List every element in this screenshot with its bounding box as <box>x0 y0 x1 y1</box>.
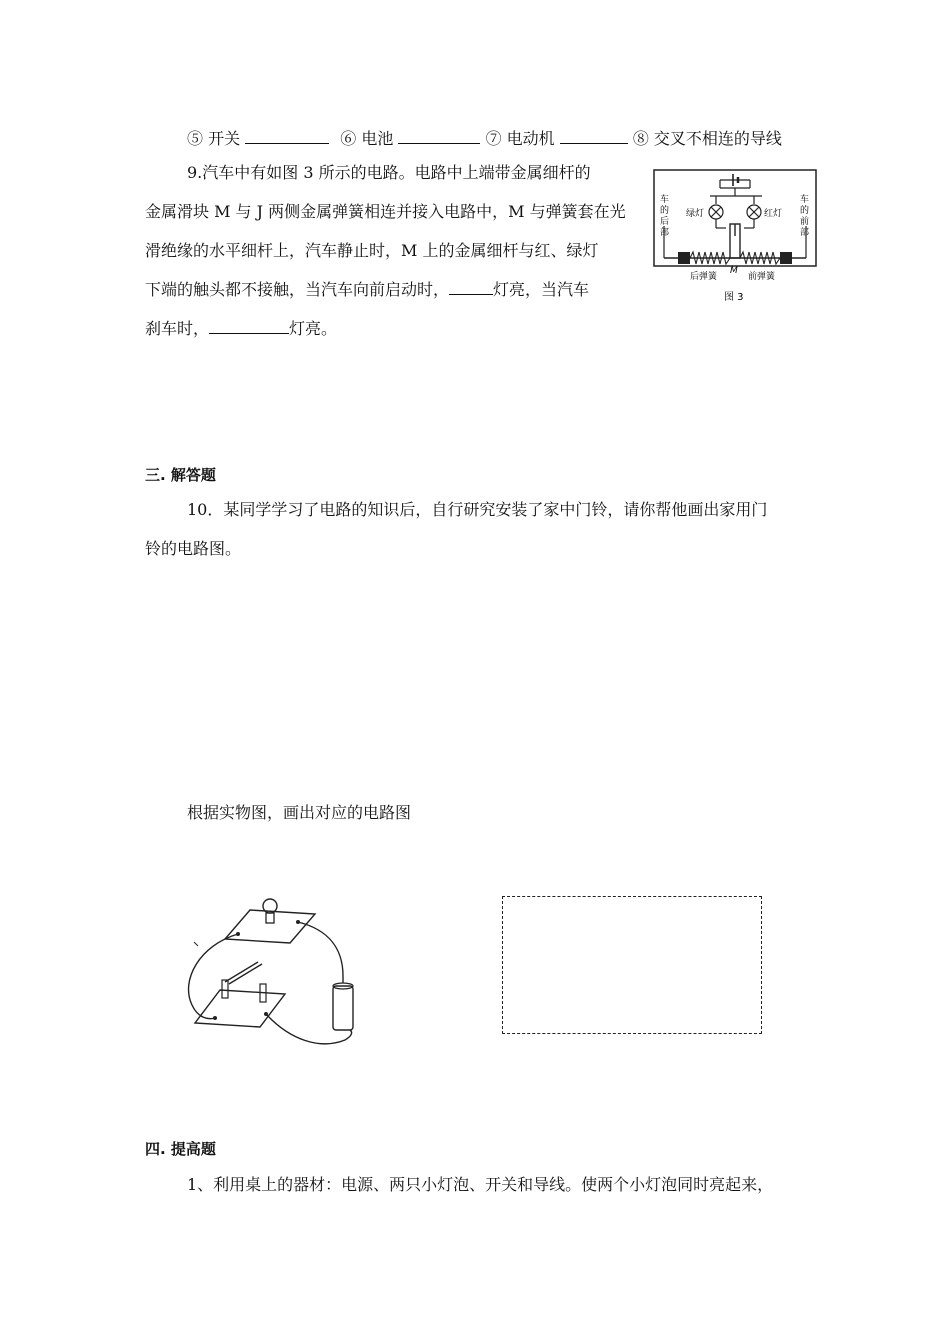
item-battery: ⑥ 电池 <box>340 129 394 148</box>
question-9 <box>145 153 640 348</box>
rear-spring-label: 后弹簧 <box>690 272 718 282</box>
answer-blank[interactable] <box>449 280 493 295</box>
section-4-question-1: 1、利用桌上的器材：电源、两只小灯泡、开关和导线。使两个小灯泡同时亮起来， <box>187 1175 774 1194</box>
battery-icon <box>333 986 353 1030</box>
rear-label-4: 部 <box>660 228 670 238</box>
lamp-board <box>225 910 315 943</box>
section-3-heading: 三. 解答题 <box>145 466 216 484</box>
answer-drawing-box[interactable] <box>502 896 762 1034</box>
q8-symbol-line <box>187 126 782 149</box>
q9-line: 9.汽车中有如图 3 所示的电路。电路中上端带金属细杆的 <box>187 163 591 182</box>
red-lamp-label: 红灯 <box>764 209 783 219</box>
q9-line: 金属滑块 M 与 J 两侧金属弹簧相连并接入电路中，M 与弹簧套在光 <box>145 202 626 221</box>
front-spring-label: 前弹簧 <box>748 272 776 282</box>
item-switch: ⑤ 开关 <box>187 129 241 148</box>
front-label-3: 前 <box>800 217 810 227</box>
answer-blank[interactable] <box>245 129 329 144</box>
figure-3-circuit <box>650 166 820 306</box>
switch-board <box>195 990 285 1027</box>
rear-label-2: 的 <box>660 206 670 216</box>
figure-caption: 图 3 <box>724 292 744 303</box>
q10-line: 10．某同学学习了电路的知识后，自行研究安装了家中门铃，请你帮他画出家用门 <box>187 500 768 519</box>
item-crossing-wires: ⑧ 交叉不相连的导线 <box>632 129 782 148</box>
slider-label: M <box>730 266 738 276</box>
drawing-instruction: 根据实物图，画出对应的电路图 <box>187 803 412 822</box>
answer-blank[interactable] <box>209 319 289 334</box>
green-lamp-label: 绿灯 <box>686 209 705 219</box>
q9-line: 下端的触头都不接触，当汽车向前启动时， 灯亮，当汽车 <box>145 280 590 299</box>
answer-blank[interactable] <box>398 129 480 144</box>
rear-label-3: 后 <box>660 217 670 227</box>
section-4-heading: 四. 提高题 <box>145 1140 216 1158</box>
question-10 <box>145 490 825 568</box>
physical-circuit-drawing <box>180 890 390 1070</box>
q9-line: 刹车时， 灯亮。 <box>145 319 338 338</box>
front-label-2: 的 <box>800 206 810 216</box>
answer-blank[interactable] <box>560 129 628 144</box>
item-motor: ⑦ 电动机 <box>485 129 555 148</box>
switch-blade <box>225 962 258 982</box>
rear-label-1: 车 <box>660 195 670 205</box>
front-label-1: 车 <box>800 195 810 205</box>
q10-line: 铃的电路图。 <box>145 539 242 558</box>
q9-line: 滑绝缘的水平细杆上，汽车静止时，M 上的金属细杆与红、绿灯 <box>145 241 599 260</box>
front-label-4: 部 <box>800 228 810 238</box>
